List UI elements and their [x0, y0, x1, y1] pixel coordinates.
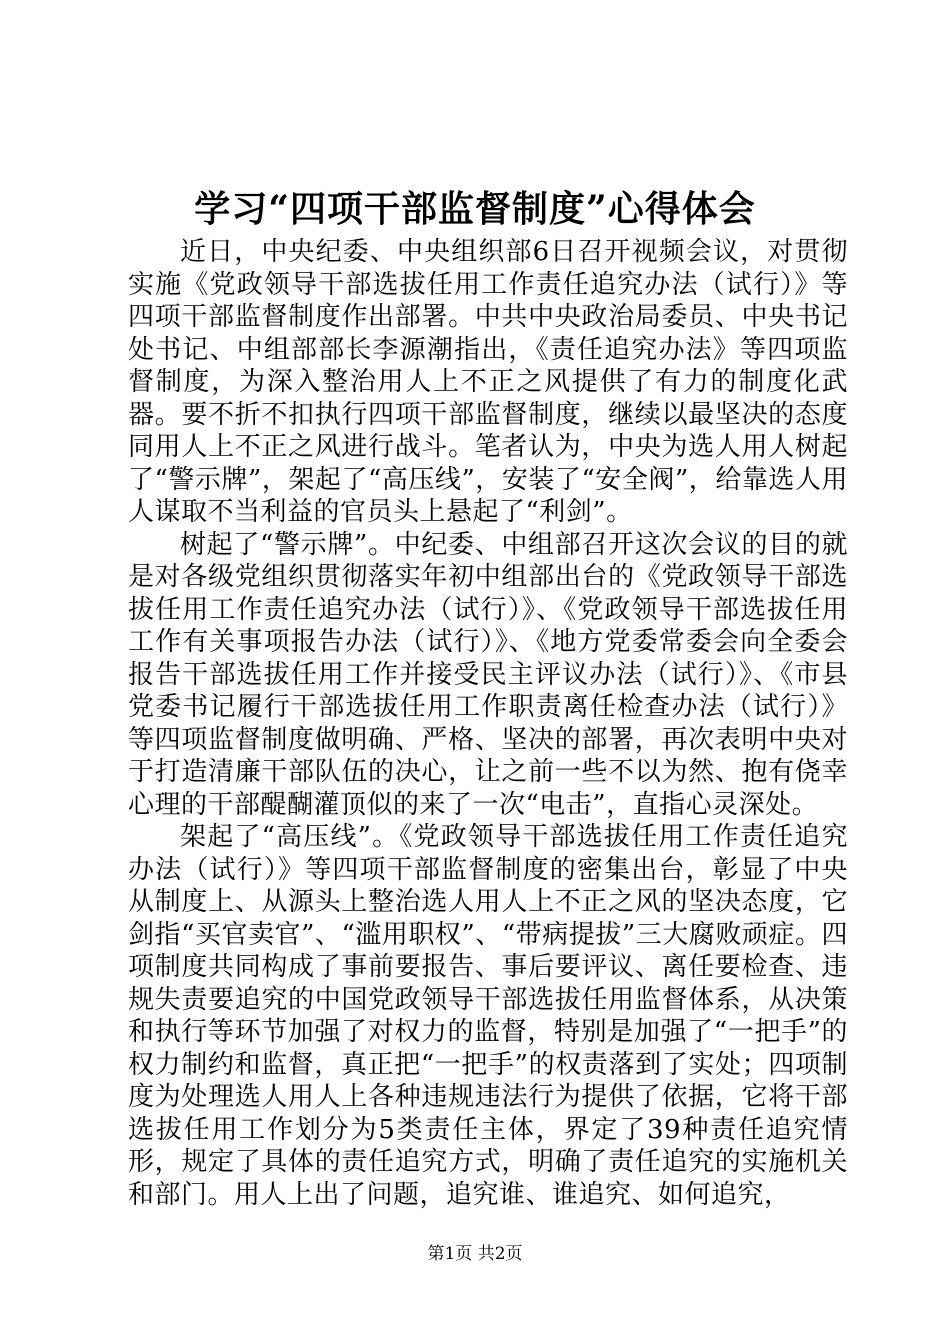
paragraph-warning-sign: 树起了“警示牌”。中纪委、中组部召开这次会议的目的就是对各级党组织贯彻落实年初中组部出台的《党政领导干部选拔任用工作责任追究办法（试行）》、《党政领导干部选拔任用工作有关事项报告办法（试行）》、《地方党委常委会向全委会报告干部选拔任用工作并接受民主评议办法（试行）》、《市县党委书记履行干部选拔任用工作职责离任检查办法（试行）》等四项监督制度做明确、严格、坚决的部署，再次表明中央对于打造清廉干部队伍的决心，让之前一些不以为然、抱有侥幸心理的干部醍醐灌顶似的来了一次“电击”，直指心灵深处。	[128, 529, 848, 820]
document-title: 学习“四项干部监督制度”心得体会	[194, 188, 756, 230]
page-number-footer: 第1页 共2页	[427, 1244, 523, 1264]
paragraph-high-voltage-line: 架起了“高压线”。《党政领导干部选拔任用工作责任追究办法（试行）》等四项干部监督制度的密集出台，彰显了中央从制度上、从源头上整治选人用人上不正之风的坚决态度，它剑指“买官卖官”、“滥用职权”、“带病提拔”三大腐败顽症。四项制度共同构成了事前要报告、事后要评议、离任要检查、违规失责要追究的中国党政领导干部选拔任用监督体系，从决策和执行等环节加强了对权力的监督，特别是加强了“一把手”的权力制约和监督，真正把“一把手”的权责落到了实处；四项制度为处理选人用人上各种违规违法行为提供了依据，它将干部选拔任用工作划分为5类责任主体，界定了39种责任追究情形，规定了具体的责任追究方式，明确了责任追究的实施机关和部门。用人上出了问题，追究谁、谁追究、如何追究，	[128, 822, 848, 1210]
document-body	[128, 236, 848, 1211]
paragraph-intro: 近日，中央纪委、中央组织部6日召开视频会议，对贯彻实施《党政领导干部选拔任用工作责任追究办法（试行）》等四项干部监督制度作出部署。中共中央政治局委员、中央书记处书记、中组部部长李源潮指出，《责任追究办法》等四项监督制度，为深入整治用人上不正之风提供了有力的制度化武器。要不折不扣执行四项干部监督制度，继续以最坚决的态度同用人上不正之风进行战斗。笔者认为，中央为选人用人树起了“警示牌”，架起了“高压线”，安装了“安全阀”，给靠选人用人谋取不当利益的官员头上悬起了“利剑”。	[128, 237, 848, 527]
